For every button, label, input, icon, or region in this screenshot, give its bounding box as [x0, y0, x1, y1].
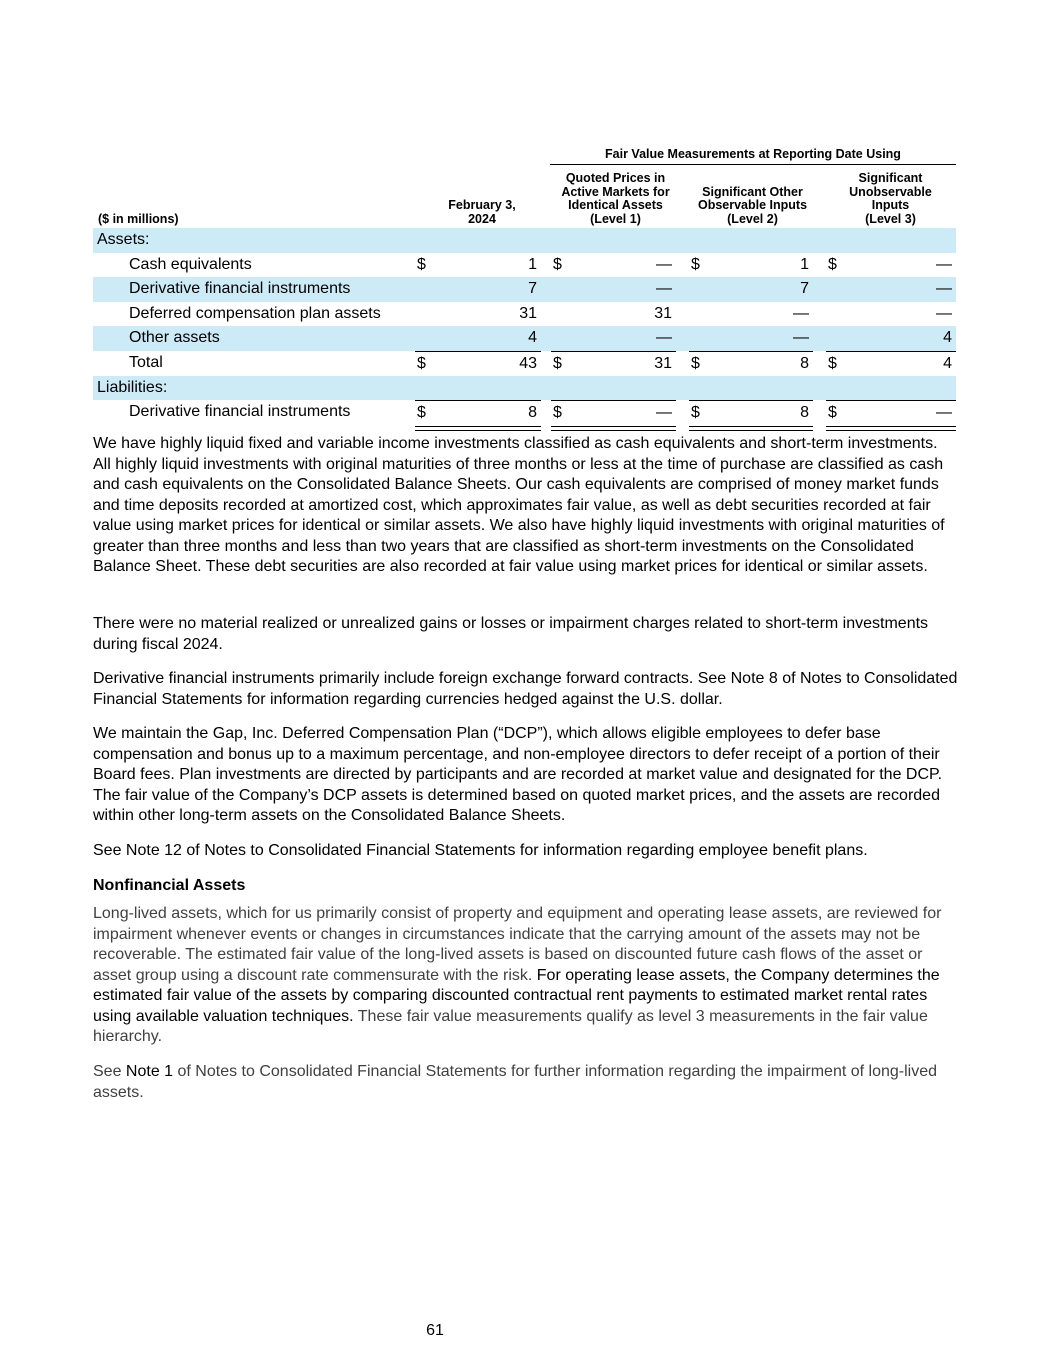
span-header: Fair Value Measurements at Reporting Date Using — [605, 147, 901, 161]
col-header-line: Identical Assets — [568, 198, 663, 212]
cell-value: 1 — [800, 255, 809, 273]
cell-value: 43 — [519, 355, 537, 372]
cell-value: 31 — [519, 304, 537, 322]
col-header-line: Active Markets for — [561, 184, 670, 199]
row-label: Derivative financial instruments — [129, 403, 351, 421]
currency-symbol: $ — [828, 404, 837, 422]
table-row — [93, 400, 956, 425]
table-row — [93, 376, 956, 401]
column-header-feb-2024 — [413, 199, 551, 226]
cell-value: — — [936, 404, 952, 422]
currency-symbol: $ — [553, 404, 562, 422]
table-cell — [689, 351, 813, 377]
table-cell — [826, 302, 956, 327]
row-label: Cash equivalents — [129, 255, 252, 273]
long-lived-text-c: These fair value measurements qualify as level 3 measurements in the fair value hierarchy. — [93, 1007, 928, 1045]
table-cell — [689, 277, 813, 302]
cell-value: — — [793, 304, 809, 322]
paragraph-long-lived-assets — [93, 904, 958, 1048]
table-cell — [551, 302, 676, 327]
col-header-line: Significant Other — [702, 184, 803, 199]
span-header-rule — [550, 164, 956, 165]
cell-value: 7 — [528, 280, 537, 298]
col-header-line: Significant — [858, 171, 923, 185]
cell-value: 4 — [528, 329, 537, 347]
paragraph-dcp: We maintain the Gap, Inc. Deferred Compensation Plan (“DCP”), which allows eligible employees to defer base compensation and bonus up to a maximum percentage, and non-employee directors to defer receipt of a portion of their Board fees. Plan investments are directed by participants and are recorded at market value and designated for the DCP. The fair value of the Company’s DCP assets is determined based on quoted market prices, and the assets are recorded within other long-term assets on the Consolidated Balance Sheets. — [93, 725, 943, 824]
long-lived-text-a: Long-lived assets, which for us primarily consist of property and equipment and operating lease assets, are reviewed for impairment whenever events or changes in circumstances indicate that the carrying amount of the assets may not be recoverable. The estimated fair value of the long-lived assets is based on discounted future cash flows of the asset or asset group using a discount rate commensurate with the risk. — [93, 905, 942, 984]
table-cell — [415, 326, 541, 351]
col-header-line: Inputs — [871, 198, 910, 212]
cell-value: 8 — [800, 404, 809, 422]
cell-value: — — [936, 304, 952, 322]
table-row — [93, 326, 956, 351]
col-header-line: (Level 3) — [865, 211, 916, 226]
table-cell — [551, 400, 676, 426]
currency-symbol: $ — [828, 355, 837, 372]
cell-value: 7 — [800, 280, 809, 298]
page-number: 61 — [426, 1322, 444, 1339]
cell-value: — — [936, 255, 952, 273]
cell-value: 8 — [528, 404, 537, 422]
col-header-line: Unobservable — [849, 184, 932, 199]
table-row — [93, 351, 956, 376]
table-cell — [551, 277, 676, 302]
long-lived-text-b: For operating lease assets, the Company determines the estimated fair value of the assets by comparing discounted contractual rent payments to estimated market rental rates using available valuation techniques. — [93, 966, 940, 1025]
section-heading: Nonfinancial Assets — [93, 877, 246, 894]
cell-value: 31 — [654, 304, 672, 322]
cell-value: 8 — [800, 355, 809, 372]
row-label: Other assets — [129, 329, 220, 347]
currency-symbol: $ — [691, 404, 700, 422]
table-row — [93, 277, 956, 302]
col-header-line: Quoted Prices in — [565, 171, 666, 185]
col-header-line: 2024 — [468, 211, 496, 226]
cell-value: 31 — [654, 355, 672, 372]
table-cell — [551, 326, 676, 351]
cell-value: — — [656, 255, 672, 273]
row-label: Total — [129, 354, 163, 371]
row-label: Deferred compensation plan assets — [129, 304, 381, 322]
table-row — [93, 253, 956, 278]
table-cell — [826, 326, 956, 351]
cell-value: — — [936, 280, 952, 298]
currency-symbol: $ — [417, 255, 426, 273]
currency-symbol: $ — [553, 255, 562, 273]
col-header-line: February 3, — [448, 198, 516, 212]
cell-value: 4 — [943, 355, 952, 372]
row-label: Derivative financial instruments — [129, 280, 351, 298]
table-cell — [415, 253, 541, 278]
note-1-text-c: of Notes to Consolidated Financial Statements for further information regarding the impairment of long-lived assets. — [93, 1063, 938, 1101]
column-header-level-2 — [687, 186, 818, 227]
table-row — [93, 302, 956, 327]
paragraph-no-gains: There were no material realized or unrealized gains or losses or impairment charges related to short-term investments during fiscal 2024. — [93, 615, 929, 653]
table-cell — [689, 302, 813, 327]
currency-symbol: $ — [691, 355, 700, 372]
cell-value: — — [793, 329, 809, 347]
table-cell — [689, 326, 813, 351]
col-header-line: (Level 1) — [590, 211, 641, 226]
table-header — [93, 146, 956, 226]
table-cell — [551, 351, 676, 377]
row-label: Liabilities: — [97, 378, 168, 396]
table-row — [93, 228, 956, 253]
currency-symbol: $ — [553, 355, 562, 372]
note-1-link[interactable]: Note 1 — [125, 1063, 174, 1080]
table-cell — [689, 400, 813, 426]
row-label: Assets: — [97, 231, 150, 248]
paragraph-note-1 — [93, 1062, 958, 1103]
cell-value: — — [656, 280, 672, 298]
table-cell — [551, 253, 676, 278]
paragraph-derivatives: Derivative financial instruments primarily include foreign exchange forward contracts. See Note 8 of Notes to Consolidated Financial Statements for information regarding currencies hedged against the U.S. dollar. — [93, 670, 958, 708]
table-cell — [689, 253, 813, 278]
currency-symbol: $ — [691, 255, 700, 273]
paragraph-cash-equivalents: We have highly liquid fixed and variable income investments classified as cash equivalents and short-term investments. All highly liquid investments with original maturities of three months or less at the time of purchase are classified as cash and cash equivalents on the Consolidated Balance Sheets. Our cash equivalents are comprised of money market funds and time deposits recorded at amortized cost, which approximates fair value, as well as debt securities recorded at fair value using market prices for identical or similar assets. We also have highly liquid investments with original maturities of greater than three months and less than two years that are classified as short-term investments on the Consolidated Balance Sheet. These debt securities are also recorded at fair value using market prices for identical or similar assets. — [93, 435, 945, 575]
table-cell — [826, 400, 956, 426]
cell-value: 1 — [528, 255, 537, 273]
table-cell — [826, 253, 956, 278]
table-cell — [415, 400, 541, 426]
table-cell — [415, 277, 541, 302]
col-header-line: Observable Inputs — [697, 198, 808, 212]
paragraph-note-12: See Note 12 of Notes to Consolidated Financial Statements for information regarding employee benefit plans. — [93, 842, 868, 859]
col-header-line: (Level 2) — [727, 211, 778, 226]
table-cell — [415, 302, 541, 327]
currency-symbol: $ — [417, 404, 426, 422]
units-label: ($ in millions) — [98, 211, 179, 226]
table-cell — [415, 351, 541, 377]
table-cell — [826, 351, 956, 377]
currency-symbol: $ — [417, 355, 426, 372]
note-1-text-a: See — [93, 1063, 122, 1080]
cell-value: — — [656, 329, 672, 347]
cell-value: — — [656, 404, 672, 422]
table-cell — [826, 277, 956, 302]
currency-symbol: $ — [828, 255, 837, 273]
column-header-level-3 — [825, 172, 956, 226]
column-header-level-1 — [550, 172, 681, 226]
cell-value: 4 — [943, 329, 952, 347]
